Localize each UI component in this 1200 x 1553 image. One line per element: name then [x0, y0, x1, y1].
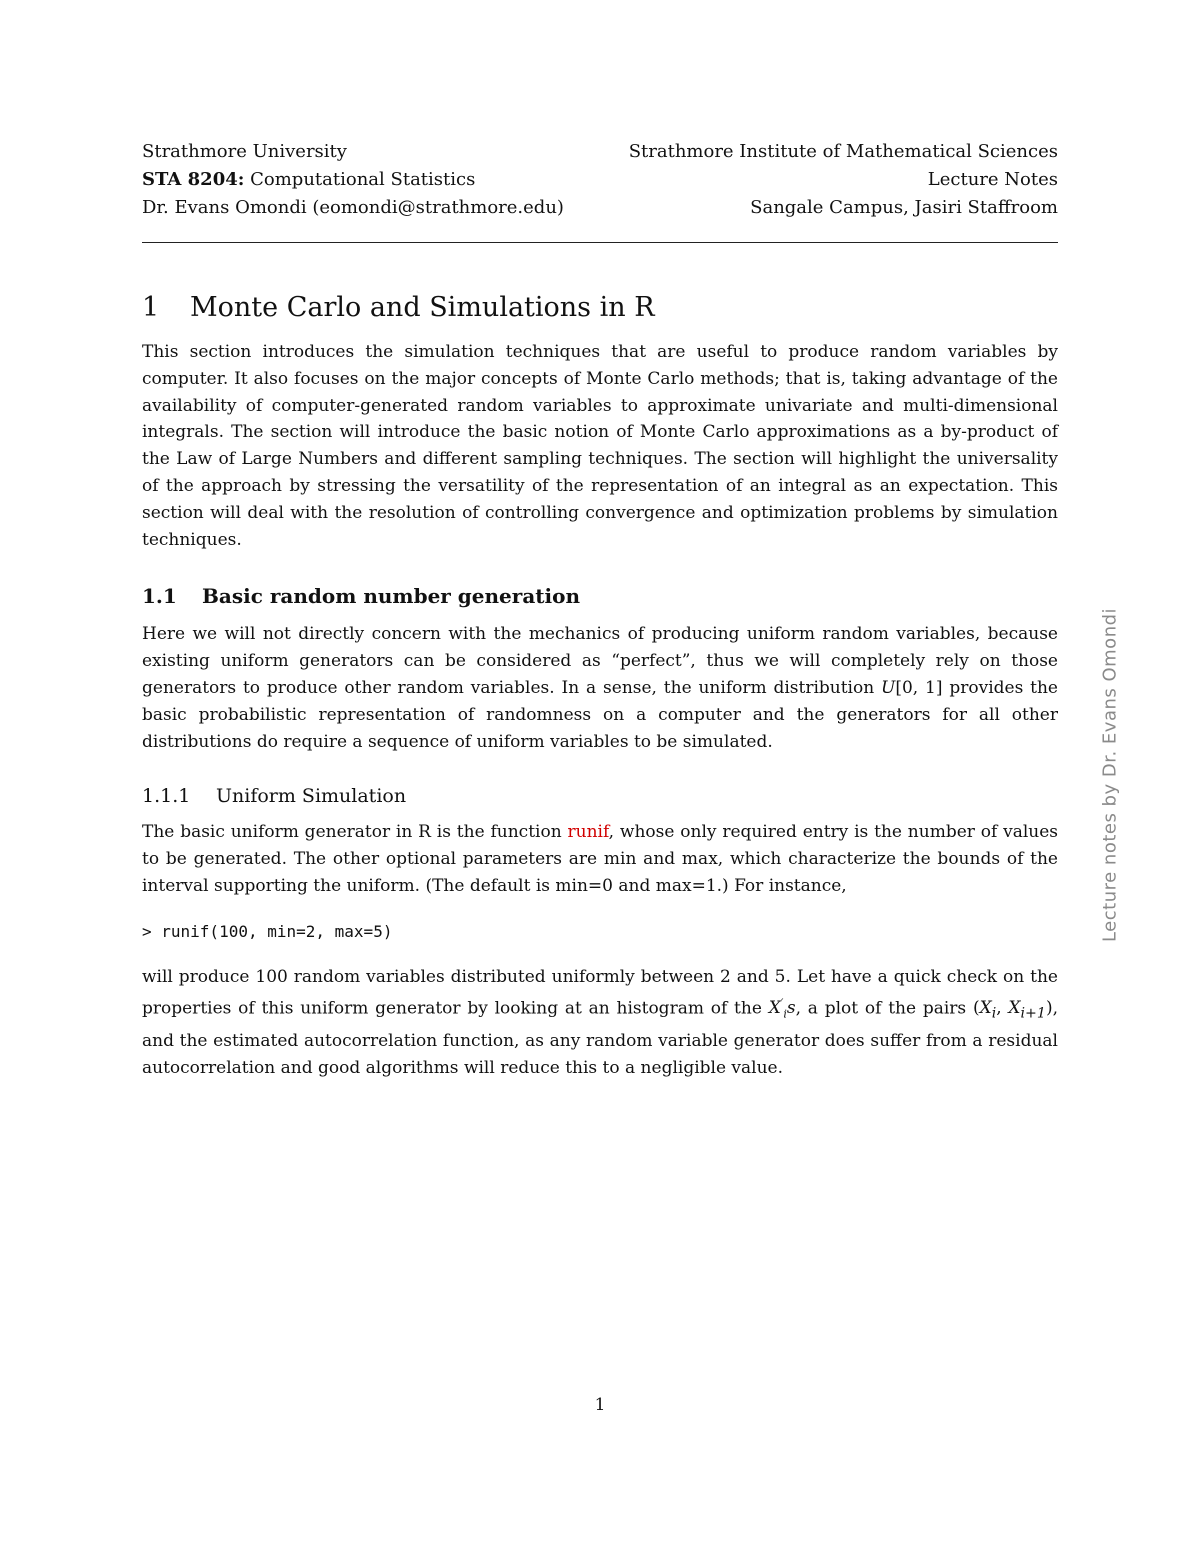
header-row-2	[142, 166, 1058, 194]
runif-function-name: runif	[567, 822, 609, 843]
math-prime: ′	[780, 996, 784, 1010]
code-example: > runif(100, min=2, max=5)	[142, 921, 393, 941]
subsection-heading	[142, 583, 1058, 609]
header-row-3	[142, 194, 1058, 222]
document-header	[142, 138, 1058, 243]
math-x: X	[768, 998, 781, 1019]
subsubsection-number: 1.1.1	[142, 785, 191, 808]
subsection-text-a: Here we will not directly concern with the mechanics of producing uniform random variables, because existing uniform generators can be considered as “perfect”, thus we will completely rely on those generators to produce other random variables. In a sense, the uniform distribution	[142, 624, 1058, 698]
header-author: Dr. Evans Omondi (eomondi@strathmore.edu)	[142, 197, 564, 218]
header-university: Strathmore University	[142, 141, 347, 162]
header-doc-type: Lecture Notes	[927, 169, 1058, 190]
subsection-title: Basic random number generation	[202, 584, 580, 609]
section-number: 1	[142, 292, 160, 323]
uniform-text-d: , a plot of the pairs	[795, 998, 973, 1019]
header-divider	[142, 242, 1058, 243]
math-uniform-interval: [0, 1]	[895, 677, 943, 698]
math-xi-prime	[768, 996, 796, 1021]
header-row-1	[142, 138, 1058, 166]
math-pair-comma: ,	[996, 998, 1009, 1019]
math-pair-x2: X	[1008, 998, 1021, 1019]
uniform-text-a: The basic uniform generator in R is the function	[142, 822, 568, 843]
page-content	[142, 138, 1058, 1082]
uniform-text-c: will produce 100 random variables distributed uniformly between 2 and 5. Let have a quick check on the properties of this uniform generator by looking at an histogram of the	[142, 966, 1058, 1019]
section-intro-paragraph: This section introduces the simulation techniques that are useful to produce random variables by computer. It also focuses on the major concepts of Monte Carlo methods; that is, taking advantage of the availability of computer-generated random variables to approximate univariate and multi-dimensional integrals. The section will introduce the basic notion of Monte Carlo approximations as a by-product of the Law of Large Numbers and different sampling techniques. The section will highlight the universality of the approach by stressing the versatility of the representation of an integral as an expectation. This section will deal with the resolution of controlling convergence and optimization problems by simulation techniques.	[142, 342, 1058, 550]
math-uniform-symbol: U	[881, 677, 896, 698]
math-paren-close: )	[1045, 998, 1053, 1019]
math-sub-i: i	[783, 1007, 787, 1021]
uniform-text-b: , whose only required entry is the number of values to be generated. The other optional parameters are min and max, which characterize the bounds of the interval supporting the uniform. (The default is min=0 and max=1.) For instance,	[142, 822, 1059, 896]
subsubsection-heading	[142, 783, 1058, 809]
math-s: s	[786, 998, 796, 1019]
subsection-paragraph	[142, 621, 1058, 755]
header-location: Sangale Campus, Jasiri Staffroom	[750, 197, 1058, 218]
header-course: STA 8204: Computational Statistics	[142, 169, 476, 190]
header-course-code: STA 8204:	[142, 169, 245, 190]
uniform-text-e: , and the estimated autocorrelation function, as any random variable generator does suffer from a residual autocorrelation and good algorithms will reduce this to a negligible value.	[142, 998, 1058, 1079]
side-watermark: Lecture notes by Dr. Evans Omondi	[1099, 607, 1121, 943]
math-paren-open: (	[972, 998, 980, 1019]
subsection-text-b: provides the basic probabilistic representation of randomness on a computer and the generators for all other distributions do require a sequence of uniform variables to be simulated.	[142, 677, 1058, 752]
uniform-sim-paragraph-2	[142, 964, 1058, 1082]
uniform-sim-paragraph-1	[142, 819, 1058, 899]
section-title: Monte Carlo and Simulations in R	[190, 292, 655, 323]
header-institute: Strathmore Institute of Mathematical Sciences	[628, 141, 1058, 162]
math-pair-x1: X	[979, 998, 992, 1019]
math-pair-sub1: i	[991, 1005, 997, 1022]
subsubsection-title: Uniform Simulation	[216, 785, 407, 808]
section-heading	[142, 291, 1058, 325]
math-pair-sub2: i+1	[1020, 1005, 1046, 1022]
math-pair	[972, 998, 1053, 1022]
subsection-number: 1.1	[142, 584, 177, 609]
page-number: 1	[594, 1395, 606, 1415]
